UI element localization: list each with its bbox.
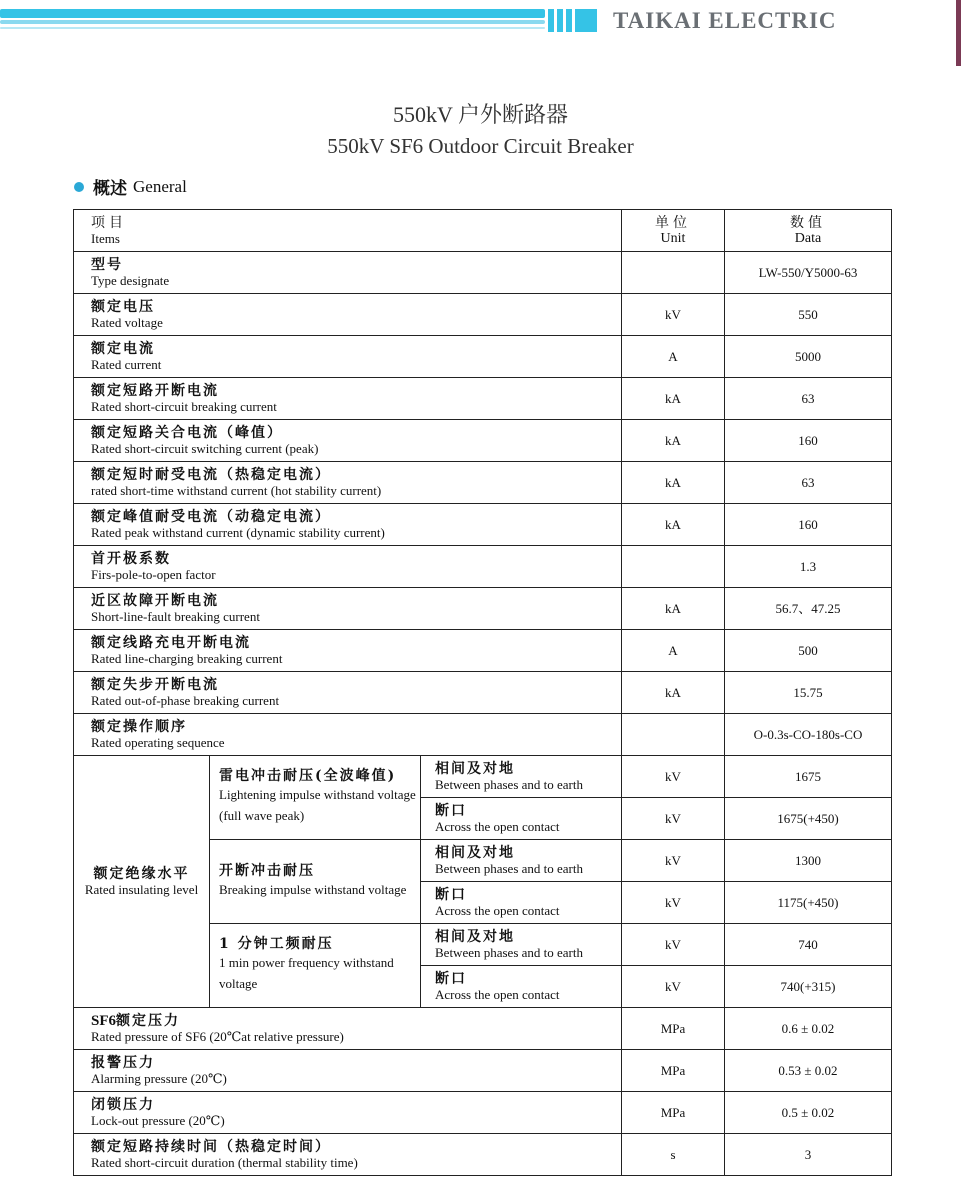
data-cell: 160	[725, 420, 892, 462]
insulation-cn: 额定绝缘水平	[93, 865, 190, 882]
item-en: Rated peak withstand current (dynamic stability current)	[91, 524, 385, 540]
item-en: Rated out-of-phase breaking current	[91, 692, 280, 708]
item-cell	[74, 378, 622, 420]
data-cell: 1.3	[725, 546, 892, 588]
unit-cell: kA	[622, 588, 725, 630]
item-cell	[74, 1050, 622, 1092]
item-cell	[74, 630, 622, 672]
table-row	[74, 294, 892, 336]
data-cell: 160	[725, 504, 892, 546]
item-cn: 额定失步开断电流	[91, 676, 219, 693]
phase-cn: 断口	[435, 970, 467, 987]
item-cell	[74, 252, 622, 294]
item-en: rated short-time withstand current (hot stability current)	[91, 482, 382, 498]
phase-cell	[421, 756, 622, 798]
unit-cell: kV	[622, 756, 725, 798]
item-cell	[74, 1092, 622, 1134]
table-row	[74, 252, 892, 294]
item-cn: 额定电压	[91, 298, 155, 315]
item-cn: 近区故障开断电流	[91, 592, 219, 609]
unit-cell: MPa	[622, 1050, 725, 1092]
page-title-cn: 550kV 户外断路器	[393, 102, 568, 127]
phase-en: Between phases and to earth	[435, 944, 584, 960]
section-heading-cn: 概述	[93, 179, 127, 198]
test-type-cell	[210, 924, 421, 1008]
table-row	[74, 504, 892, 546]
insulation-level-cell	[74, 756, 210, 1008]
header-items: 项目 Items	[74, 210, 622, 252]
item-cn: 额定操作顺序	[91, 718, 187, 735]
unit-cell: kA	[622, 378, 725, 420]
phase-cell	[421, 924, 622, 966]
table-row	[74, 420, 892, 462]
data-cell: 1675(+450)	[725, 798, 892, 840]
brand-logo-text: TAIKAI ELECTRIC	[613, 8, 837, 33]
header-stripe-block	[548, 9, 597, 32]
data-cell: 56.7、47.25	[725, 588, 892, 630]
item-cell	[74, 546, 622, 588]
header-unit: 单位 Unit	[622, 210, 725, 252]
item-cn: 闭锁压力	[91, 1096, 155, 1113]
phase-cn: 相间及对地	[435, 928, 515, 945]
test-type-en: Lightening impulse withstand voltage (full wave peak)	[219, 787, 416, 823]
item-en: Rated line-charging breaking current	[91, 650, 283, 666]
page-corner-tab	[956, 0, 961, 66]
unit-cell: kV	[622, 840, 725, 882]
unit-cell: MPa	[622, 1092, 725, 1134]
unit-cell: kV	[622, 882, 725, 924]
test-type-cn: 雷电冲击耐压(全波峰值)	[219, 768, 397, 784]
item-en: Lock-out pressure (20℃)	[91, 1112, 225, 1128]
data-cell: 550	[725, 294, 892, 336]
item-cn: 额定短路关合电流（峰值）	[91, 424, 283, 441]
phase-en: Across the open contact	[435, 902, 560, 918]
header-stripe	[0, 27, 545, 29]
item-en: Firs-pole-to-open factor	[91, 566, 216, 582]
item-cell	[74, 420, 622, 462]
test-type-cell	[210, 756, 421, 840]
unit-cell	[622, 252, 725, 294]
unit-cell: A	[622, 630, 725, 672]
item-cn: 额定峰值耐受电流（动稳定电流）	[91, 508, 331, 525]
table-row	[74, 1008, 892, 1050]
data-cell: LW-550/Y5000-63	[725, 252, 892, 294]
item-cell	[74, 294, 622, 336]
item-cn: SF6额定压力	[91, 1012, 181, 1029]
test-type-cn: 1 分钟工频耐压	[219, 936, 334, 952]
data-cell: 3	[725, 1134, 892, 1176]
phase-cell	[421, 840, 622, 882]
table-header-row	[74, 210, 892, 252]
table-row	[74, 588, 892, 630]
unit-cell: A	[622, 336, 725, 378]
item-en: Rated short-circuit breaking current	[91, 398, 277, 414]
item-cell	[74, 462, 622, 504]
item-cn: 额定短时耐受电流（热稳定电流）	[91, 466, 331, 483]
item-cell	[74, 1008, 622, 1050]
spec-table	[73, 209, 892, 1176]
item-cn: 额定短路开断电流	[91, 382, 219, 399]
insulation-en: Rated insulating level	[84, 881, 199, 897]
data-cell: 0.5 ± 0.02	[725, 1092, 892, 1134]
table-row	[74, 546, 892, 588]
data-cell: 1175(+450)	[725, 882, 892, 924]
unit-cell: kA	[622, 672, 725, 714]
header-stripe	[0, 20, 545, 24]
item-en: Alarming pressure (20℃)	[91, 1070, 227, 1086]
header-data: 数值 Data	[725, 210, 892, 252]
phase-en: Between phases and to earth	[435, 860, 584, 876]
data-cell: 0.53 ± 0.02	[725, 1050, 892, 1092]
test-type-cell	[210, 840, 421, 924]
item-cell	[74, 588, 622, 630]
data-cell: 740	[725, 924, 892, 966]
unit-cell: s	[622, 1134, 725, 1176]
item-en: Rated current	[91, 356, 162, 372]
item-cell	[74, 672, 622, 714]
phase-en: Across the open contact	[435, 986, 560, 1002]
data-cell: 500	[725, 630, 892, 672]
unit-cell: kV	[622, 798, 725, 840]
item-cell	[74, 336, 622, 378]
section-heading	[74, 174, 187, 199]
item-cell	[74, 714, 622, 756]
unit-cell: kV	[622, 294, 725, 336]
data-cell: 5000	[725, 336, 892, 378]
phase-cn: 相间及对地	[435, 760, 515, 777]
data-cell: 63	[725, 462, 892, 504]
item-cn: 型号	[91, 256, 123, 273]
item-cn: 报警压力	[91, 1054, 155, 1071]
unit-cell	[622, 546, 725, 588]
item-cell	[74, 504, 622, 546]
table-row	[74, 672, 892, 714]
item-en: Rated short-circuit switching current (peak)	[91, 440, 319, 456]
test-type-en: Breaking impulse withstand voltage	[219, 881, 407, 897]
phase-cn: 断口	[435, 802, 467, 819]
table-row	[74, 714, 892, 756]
table-row	[74, 336, 892, 378]
item-cn: 额定电流	[91, 340, 155, 357]
unit-cell: kA	[622, 504, 725, 546]
unit-cell	[622, 714, 725, 756]
item-en: Type designate	[91, 272, 170, 288]
phase-cell	[421, 966, 622, 1008]
item-cn: 首开极系数	[91, 550, 171, 567]
item-cell	[74, 1134, 622, 1176]
item-cn: 额定短路持续时间（热稳定时间）	[91, 1138, 331, 1155]
table-row	[74, 1050, 892, 1092]
data-cell: 0.6 ± 0.02	[725, 1008, 892, 1050]
data-cell: 1300	[725, 840, 892, 882]
phase-cell	[421, 798, 622, 840]
table-row	[74, 1134, 892, 1176]
data-cell: 740(+315)	[725, 966, 892, 1008]
page-title-en: 550kV SF6 Outdoor Circuit Breaker	[327, 134, 634, 158]
table-row	[74, 630, 892, 672]
unit-cell: kV	[622, 966, 725, 1008]
test-type-en: 1 min power frequency withstand voltage	[219, 955, 394, 991]
unit-cell: kV	[622, 924, 725, 966]
item-en: Rated short-circuit duration (thermal stability time)	[91, 1154, 358, 1170]
data-cell: 63	[725, 378, 892, 420]
item-en: Rated operating sequence	[91, 734, 225, 750]
phase-en: Between phases and to earth	[435, 776, 584, 792]
phase-cell	[421, 882, 622, 924]
header-stripe	[0, 9, 545, 18]
item-cn-prefix: SF6	[91, 1012, 117, 1029]
phase-cn: 相间及对地	[435, 844, 515, 861]
item-en: Rated voltage	[91, 314, 163, 330]
unit-cell: kA	[622, 462, 725, 504]
table-row	[74, 1092, 892, 1134]
data-cell: 15.75	[725, 672, 892, 714]
table-row	[74, 378, 892, 420]
item-en: Short-line-fault breaking current	[91, 608, 260, 624]
item-en: Rated pressure of SF6 (20℃at relative pressure)	[91, 1028, 344, 1044]
unit-cell: kA	[622, 420, 725, 462]
test-type-cn: 开断冲击耐压	[219, 862, 315, 879]
unit-cell: MPa	[622, 1008, 725, 1050]
data-cell: O-0.3s-CO-180s-CO	[725, 714, 892, 756]
table-row	[74, 462, 892, 504]
page-header	[0, 0, 961, 40]
phase-cn: 断口	[435, 886, 467, 903]
item-cn: 额定线路充电开断电流	[91, 634, 251, 651]
section-heading-en: General	[133, 176, 187, 196]
insulation-row	[74, 756, 892, 798]
data-cell: 1675	[725, 756, 892, 798]
phase-en: Across the open contact	[435, 818, 560, 834]
bullet-icon	[74, 182, 84, 192]
